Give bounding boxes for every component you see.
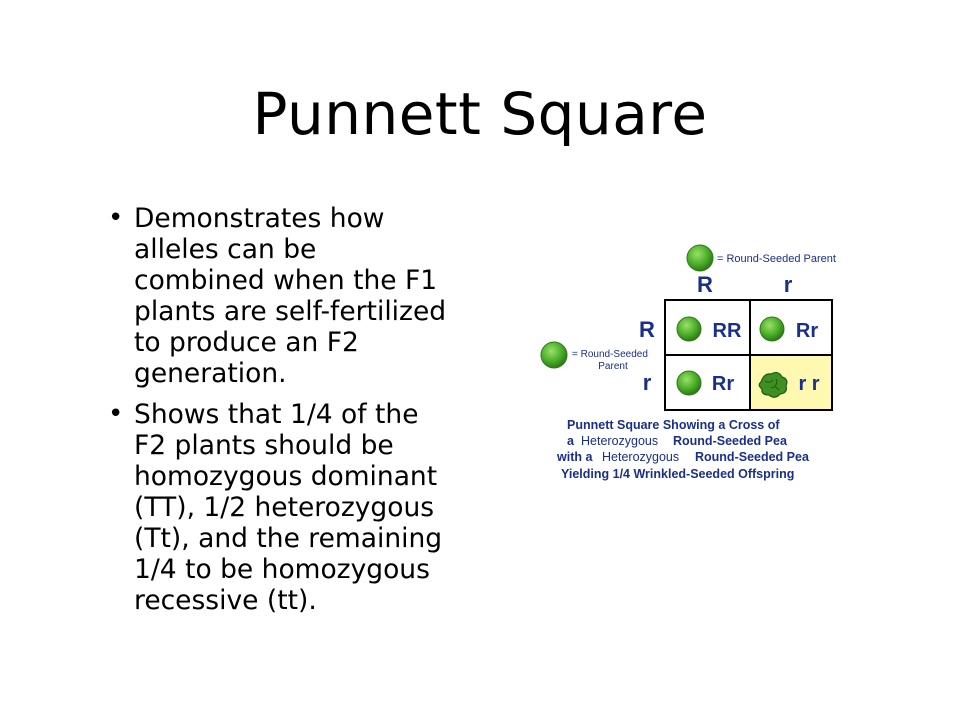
cell-genotype: RR <box>712 320 742 342</box>
bullet-line: recessive (tt). <box>134 585 317 616</box>
cell-genotype: Rr <box>711 373 735 395</box>
round-pea-icon <box>677 371 701 395</box>
caption-line: Round-Seeded Pea <box>695 450 809 464</box>
bullet-line: to produce an F2 <box>134 327 359 358</box>
top-parent-label: = Round-Seeded Parent <box>717 253 836 265</box>
bullet-line: alleles can be <box>134 234 317 265</box>
round-pea-icon <box>760 317 784 341</box>
bullet-line: homozygous dominant <box>134 461 438 492</box>
bullet-line: Shows that 1/4 of the <box>134 399 419 430</box>
left-parent-label: Parent <box>598 361 628 372</box>
left-parent-label: = Round-Seeded <box>572 349 648 360</box>
bullet-line: combined when the F1 <box>134 265 438 296</box>
bullet-line: (Tt), and the remaining <box>134 523 443 554</box>
caption-line: a <box>567 434 574 448</box>
row-allele-label: R <box>639 317 655 342</box>
bullet-list <box>108 203 503 626</box>
round-pea-icon <box>541 342 567 368</box>
bullet-line: (TT), 1/2 heterozygous <box>134 492 435 523</box>
row-allele-label: r <box>642 370 652 395</box>
caption-line: Yielding 1/4 Wrinkled-Seeded Offspring <box>561 467 795 481</box>
cell-genotype: Rr <box>795 320 819 342</box>
column-allele-label: R <box>697 272 713 297</box>
bullet-line: F2 plants should be <box>134 430 394 461</box>
caption-line: Round-Seeded Pea <box>673 434 787 448</box>
bullet-item <box>108 399 503 616</box>
caption-heterozygous: Heterozygous <box>581 434 659 448</box>
caption-heterozygous: Heterozygous <box>602 450 680 464</box>
bullet-item <box>108 203 503 389</box>
bullet-line: generation. <box>134 358 287 389</box>
punnett-square-figure <box>535 242 855 492</box>
cell-genotype: r r <box>798 373 820 395</box>
column-allele-label: r <box>783 272 793 297</box>
slide-title: Punnett Square <box>252 80 708 148</box>
bullet-line: Demonstrates how <box>134 203 385 234</box>
caption-line: with a <box>557 450 593 464</box>
bullet-dot: • <box>108 203 124 233</box>
bullet-line: 1/4 to be homozygous <box>134 554 430 585</box>
round-pea-icon <box>687 245 713 271</box>
round-pea-icon <box>677 317 701 341</box>
punnett-square-diagram <box>535 242 855 492</box>
bullet-dot: • <box>108 399 124 429</box>
caption-line: Punnett Square Showing a Cross of <box>567 418 780 432</box>
bullet-line: plants are self-fertilized <box>134 296 447 327</box>
